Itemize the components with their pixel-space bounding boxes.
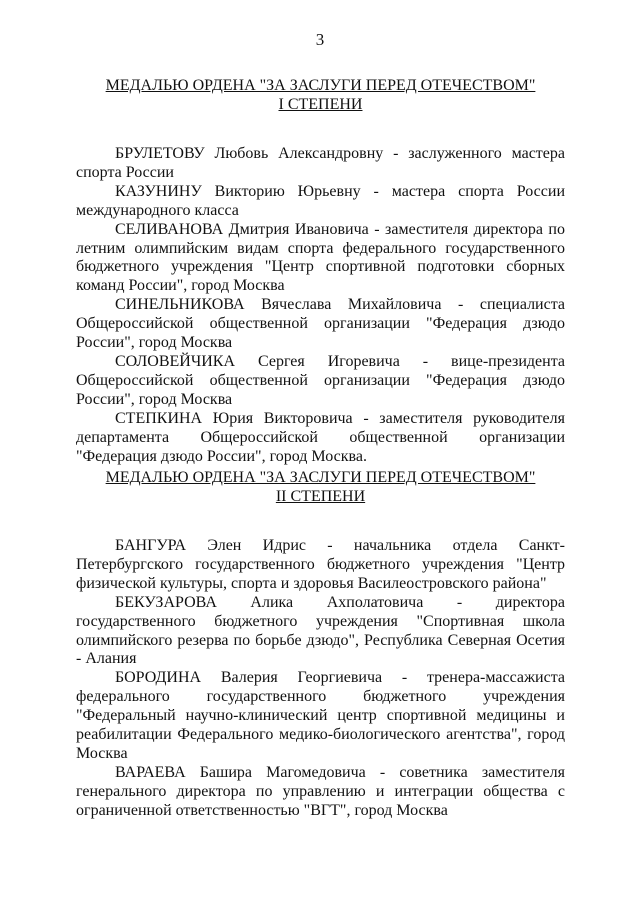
section-heading-degree: I СТЕПЕНИ: [278, 96, 363, 113]
awardee-entry: БЕКУЗАРОВА Алика Ахполатовича - директора государственного бюджетного учреждения "Спортивная школа олимпийского резерва по борьбе дзюдо", Республика Северная Осетия - Алания: [76, 593, 565, 668]
awardee-entry: СТЕПКИНА Юрия Викторовича - заместителя руководителя департамента Общероссийской общественной организации "Федерация дзюдо России", город Москва.: [76, 409, 565, 465]
awardee-entry: ВАРАЕВА Башира Магомедовича - советника заместителя генерального директора по управлению и интеграции общества с ограниченной ответственностью "ВГТ", город Москва: [76, 763, 565, 819]
section-heading-degree: II СТЕПЕНИ: [275, 488, 366, 505]
award-section-degree-2: [76, 468, 565, 821]
awardee-list: [76, 537, 565, 821]
awardee-entry: КАЗУНИНУ Викторию Юрьевну - мастера спорта России международного класса: [76, 182, 565, 219]
awardee-entry: БОРОДИНА Валерия Георгиевича - тренера-массажиста федерального государственного бюджетного учреждения "Федеральный научно-клинический центр спортивной медицины и реабилитации Федерального медико-биологического агентства", город Москва: [76, 669, 565, 762]
awardee-entry: БРУЛЕТОВУ Любовь Александровну - заслуженного мастера спорта России: [76, 145, 565, 181]
awardee-entry: СОЛОВЕЙЧИКА Сергея Игоревича - вице-президента Общероссийской общественной организации "Федерация дзюдо России", город Москва: [76, 352, 565, 408]
section-heading-title: МЕДАЛЬЮ ОРДЕНА "ЗА ЗАСЛУГИ ПЕРЕД ОТЕЧЕСТВОМ": [105, 77, 536, 94]
section-heading-title: МЕДАЛЬЮ ОРДЕНА "ЗА ЗАСЛУГИ ПЕРЕД ОТЕЧЕСТВОМ": [105, 469, 536, 486]
awardee-list: [76, 145, 565, 466]
award-section-degree-1: [76, 76, 565, 466]
page-number: 3: [315, 30, 325, 49]
section-heading: [76, 468, 565, 506]
awardee-entry: БАНГУРА Элен Идрис - начальника отдела Санкт-Петербургского государственного бюджетного учреждения "Центр физической культуры, спорта и здоровья Василеостровского района": [76, 537, 565, 592]
awardee-entry: СЕЛИВАНОВА Дмитрия Ивановича - заместителя директора по летним олимпийским видам спорта федерального государственного бюджетного учреждения "Центр спортивной подготовки сборных команд России", город Москва: [76, 220, 565, 295]
section-heading: [76, 76, 565, 114]
awardee-entry: СИНЕЛЬНИКОВА Вячеслава Михайловича - специалиста Общероссийской общественной организации "Федерация дзюдо России", город Москва: [76, 296, 565, 352]
